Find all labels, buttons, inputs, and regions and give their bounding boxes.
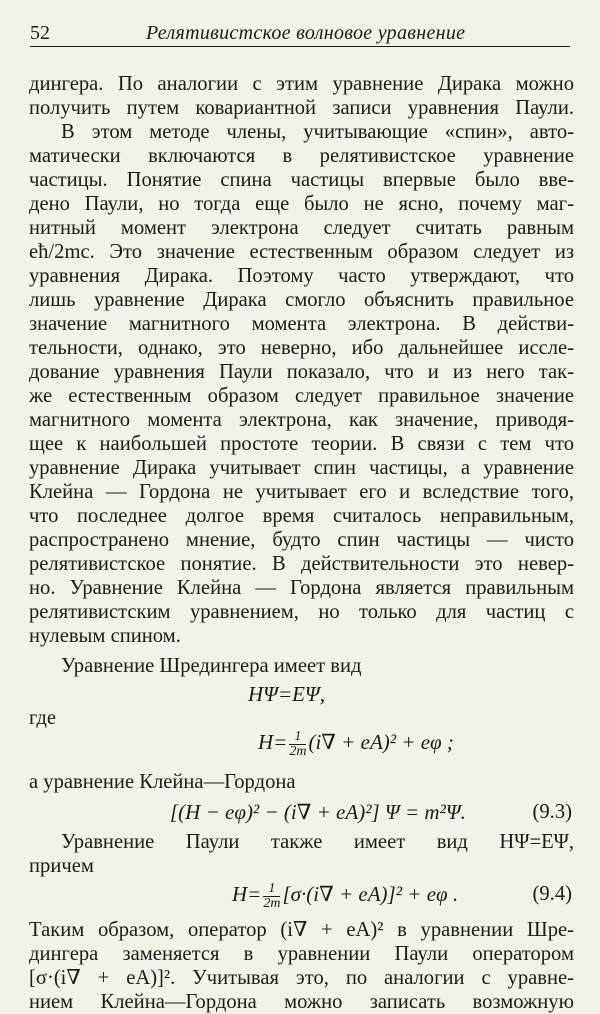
text-line: лишь уравнение Дирака смогло объяснить правильное bbox=[29, 289, 574, 311]
text-line: дингера. По аналогии с этим уравнение Дирака можно bbox=[29, 73, 574, 95]
text-line: Уравнение Паули также имеет вид HΨ=EΨ, bbox=[61, 831, 574, 853]
equation-klein-gordon: [(H − eφ)² − (i∇ + eA)²] Ψ = m²Ψ. bbox=[170, 800, 466, 824]
text-line: получить путем ковариантной записи уравнения Паули. bbox=[29, 97, 574, 119]
text-line: где bbox=[29, 707, 57, 729]
fraction-numerator: 1 bbox=[289, 730, 306, 745]
text-line: Таким образом, оператор (i∇ + eA)² в уравнении Шре- bbox=[29, 919, 574, 941]
text-line: распространено мнение, будто спин частицы — чисто bbox=[29, 529, 574, 551]
text-line: значение магнитного момента электрона. В действи- bbox=[29, 313, 574, 335]
fraction-denominator: 2m bbox=[263, 895, 281, 911]
equation-number: (9.4) bbox=[532, 883, 572, 905]
text-line: дено Паули, но тогда еще было не ясно, почему маг- bbox=[29, 193, 574, 215]
text-line: релятивистским уравнением, но только для частиц с bbox=[29, 601, 574, 623]
text-line: причем bbox=[29, 855, 94, 877]
text-line: уравнение Дирака учитывает спин частицы, а уравнение bbox=[29, 457, 574, 479]
text-line: релятивистское понятие. В действительности это невер- bbox=[29, 553, 574, 575]
fraction bbox=[263, 882, 280, 911]
text-line: а уравнение Клейна—Гордона bbox=[29, 771, 296, 793]
text-line: eħ/2mc. Это значение естественным образом следует из bbox=[29, 241, 574, 263]
running-title: Релятивистское волновое уравнение bbox=[146, 22, 466, 44]
text-line: нием Клейна—Гордона можно записать возможную bbox=[29, 991, 574, 1013]
text-line: магнитного момента электрона, как значение, приводя- bbox=[29, 409, 574, 431]
text-line: Уравнение Шредингера имеет вид bbox=[61, 655, 362, 677]
fraction-denominator: 2m bbox=[289, 743, 307, 759]
text-line: тельности, однако, это неверно, ибо дальнейшее иссле- bbox=[29, 337, 574, 359]
text-line: уравнения Дирака. Поэтому часто утверждают, что bbox=[29, 265, 574, 287]
equation-pauli bbox=[232, 880, 458, 911]
text-line: щее к наибольшей простоте теории. В связи с тем что bbox=[29, 433, 574, 455]
text-line: дингера заменяется в уравнении Паули оператором bbox=[29, 943, 574, 965]
text-line: дование уравнения Паули показало, что и из него так- bbox=[29, 361, 574, 383]
pauli-rhs: [σ·(i∇ + eA)]² + eφ . bbox=[282, 882, 459, 906]
text-line: В этом методе члены, учитывающие «спин», авто- bbox=[61, 121, 574, 143]
text-line: нулевым спином. bbox=[29, 625, 181, 647]
text-line: матически включаются в релятивистское уравнение bbox=[29, 145, 574, 167]
hamiltonian-rhs: (i∇ + eA)² + eφ ; bbox=[308, 730, 454, 754]
page-header bbox=[30, 20, 570, 47]
fraction bbox=[289, 730, 306, 759]
equation-number: (9.3) bbox=[532, 801, 572, 823]
text-line: Клейна — Гордона не учитывает его и вследствие того, bbox=[29, 481, 574, 503]
text-line: но. Уравнение Клейна — Гордона является правильным bbox=[29, 577, 574, 599]
text-line: нитный момент электрона следует считать равным bbox=[29, 217, 574, 239]
equation-hamiltonian bbox=[258, 728, 454, 759]
hamiltonian-lhs: H= bbox=[258, 730, 288, 754]
text-line: частицы. Понятие спина частицы впервые было вве- bbox=[29, 169, 574, 191]
text-line: же естественным образом следует правильное значение bbox=[29, 385, 574, 407]
fraction-numerator: 1 bbox=[263, 882, 280, 897]
text-line: [σ·(i∇ + eA)]². Учитывая это, по аналогии с уравне- bbox=[29, 967, 574, 989]
text-line: что последнее долгое время считалось неправильным, bbox=[29, 505, 574, 527]
page-number: 52 bbox=[30, 22, 50, 44]
equation-schrodinger: HΨ=EΨ, bbox=[248, 682, 325, 706]
pauli-lhs: H= bbox=[232, 882, 262, 906]
